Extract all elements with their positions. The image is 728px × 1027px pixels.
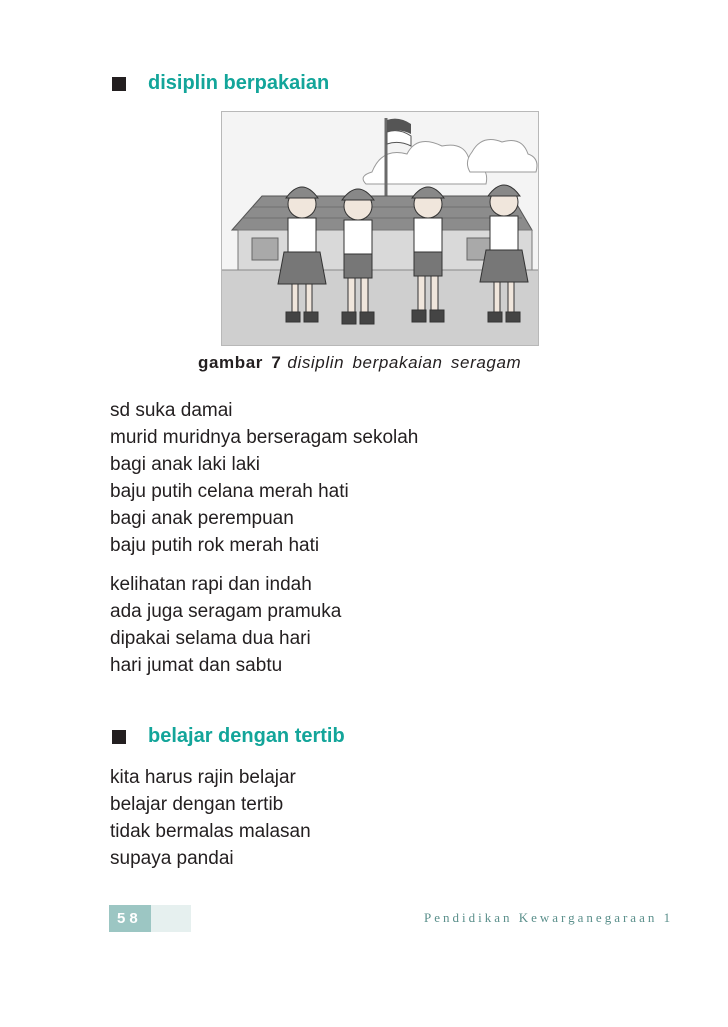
section-heading-text: disiplin berpakaian — [148, 72, 330, 94]
square-bullet-icon — [112, 730, 126, 744]
verse-line: belajar dengan tertib — [110, 794, 284, 815]
square-bullet-icon — [112, 77, 126, 91]
section-heading-text: belajar dengan tertib — [148, 725, 345, 747]
verse-line: kelihatan rapi dan indah — [110, 574, 312, 595]
verse-line: ada juga seragam pramuka — [110, 601, 342, 622]
verse-line: baju putih celana merah hati — [110, 481, 349, 502]
section-heading-study-orderly — [112, 725, 345, 748]
verse-line: baju putih rok merah hati — [110, 535, 320, 556]
verse-line: bagi anak laki laki — [110, 454, 260, 475]
footer-accent-bar — [151, 905, 191, 932]
verse-line: murid muridnya berseragam sekolah — [110, 427, 419, 448]
stanza-3 — [110, 764, 311, 872]
figure-caption — [198, 353, 521, 373]
verse-line: dipakai selama dua hari — [110, 628, 311, 649]
stanza-2 — [110, 571, 341, 679]
page-number: 58 — [109, 905, 151, 932]
figure-label: gambar 7 — [198, 353, 282, 372]
footer-book-title: Pendidikan Kewarganegaraan 1 — [424, 910, 674, 925]
figure-illustration — [221, 111, 539, 346]
verse-line: kita harus rajin belajar — [110, 767, 296, 788]
section-heading-discipline-dress — [112, 72, 329, 95]
verse-line: supaya pandai — [110, 848, 234, 869]
verse-line: tidak bermalas malasan — [110, 821, 311, 842]
figure-caption-text: disiplin berpakaian seragam — [287, 353, 522, 372]
school-children-illustration — [222, 112, 538, 345]
verse-line: sd suka damai — [110, 400, 233, 421]
verse-line: bagi anak perempuan — [110, 508, 294, 529]
stanza-1 — [110, 397, 418, 559]
verse-line: hari jumat dan sabtu — [110, 655, 283, 676]
